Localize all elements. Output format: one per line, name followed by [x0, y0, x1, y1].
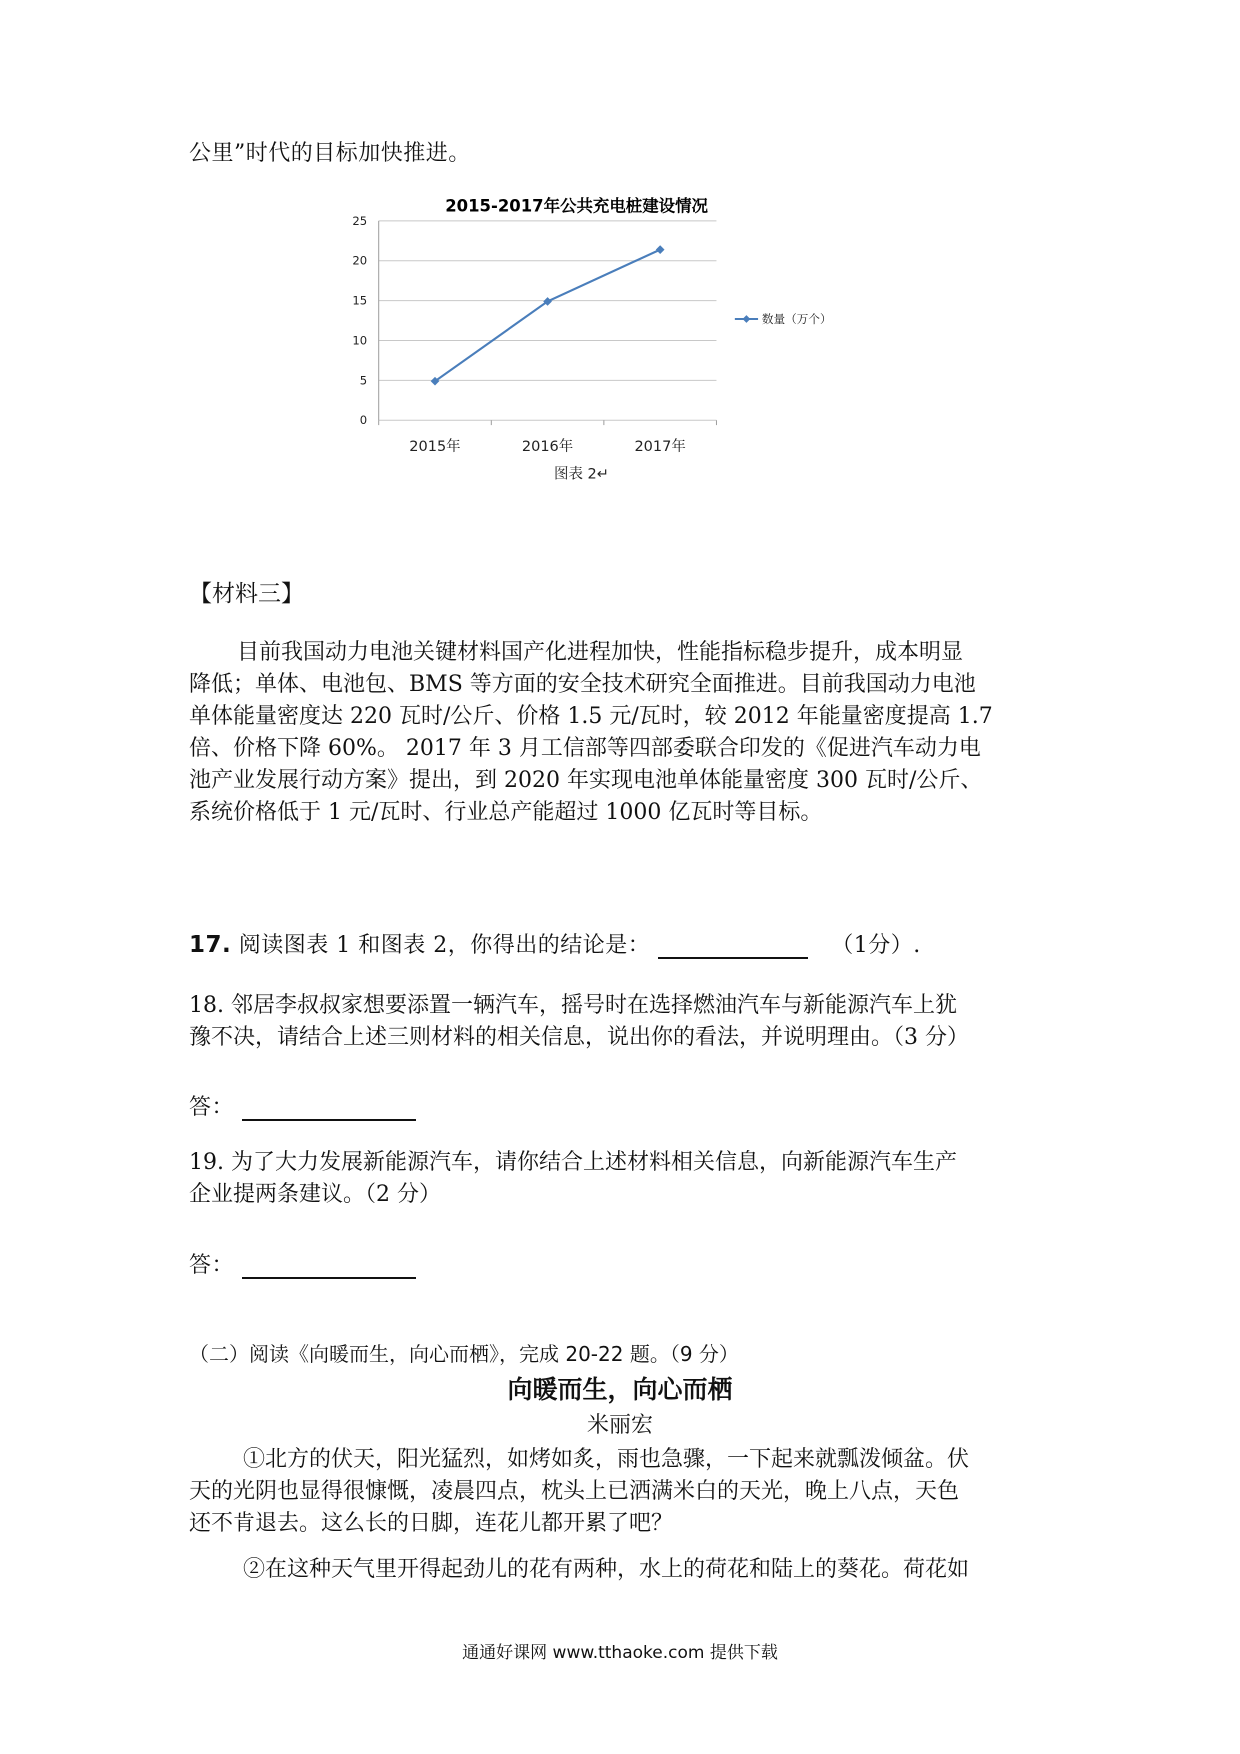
x-tick-label: 2017年 — [634, 439, 686, 456]
y-tick-label: 15 — [352, 293, 368, 308]
section2-intro: （二）阅读《向暖而生，向心而栖》，完成 20-22 题。（9 分） — [189, 1342, 739, 1366]
article-paragraph-1 — [189, 1444, 1069, 1540]
question-19-answer — [189, 1248, 416, 1279]
y-tick-label: 0 — [359, 413, 368, 428]
chart-x-ticks — [409, 437, 686, 455]
material3-line: 单体能量密度达 220 瓦时/公斤、价格 1.5 元/瓦时，较 2012 年能量密度提高 1.7 — [189, 704, 993, 729]
material3-paragraph — [189, 637, 1069, 829]
chart-title: 2015-2017年公共充电桩建设情况 — [445, 196, 708, 216]
y-tick-label: 20 — [352, 253, 368, 268]
page-footer: 通通好课网 www.tthaoke.com 提供下载 — [462, 1643, 778, 1663]
article-title: 向暖而生，向心而栖 — [507, 1375, 733, 1404]
question-19-line: 企业提两条建议。（2 分） — [189, 1182, 441, 1207]
material3-line: 倍、价格下降 60%。 2017 年 3 月工信部等四部委联合印发的《促进汽车动力电 — [189, 736, 981, 761]
charging-pile-chart — [330, 188, 950, 548]
question-19-answer-label: 答： — [189, 1253, 235, 1278]
material3-line: 系统价格低于 1 元/瓦时、行业总产能超过 1000 亿瓦时等目标。 — [189, 800, 823, 825]
question-17-score: （1分）. — [831, 933, 921, 958]
article-author: 米丽宏 — [586, 1413, 653, 1438]
article-line: ①北方的伏天，阳光猛烈，如烤如炙，雨也急骤，一下起来就瓢泼倾盆。伏 — [243, 1447, 970, 1472]
question-19-answer-blank[interactable] — [242, 1251, 416, 1279]
x-tick-label: 2015年 — [409, 439, 461, 456]
series-line — [435, 250, 660, 382]
question-18-line: 18. 邻居李叔叔家想要添置一辆汽车，摇号时在选择燃油汽车与新能源汽车上犹 — [189, 993, 957, 1018]
question-18-answer-blank[interactable] — [242, 1093, 416, 1121]
question-18 — [189, 990, 1069, 1054]
question-17-answer-blank[interactable] — [658, 931, 808, 959]
article-paragraph-2 — [189, 1554, 1069, 1586]
y-tick-label: 10 — [352, 333, 368, 348]
material3-line: 目前我国动力电池关键材料国产化进程加快，性能指标稳步提升，成本明显 — [237, 640, 964, 665]
article-line: 还不肯退去。这么长的日脚，连花儿都开累了吧？ — [189, 1511, 674, 1536]
chart-grid — [379, 221, 717, 425]
legend-marker — [743, 315, 751, 323]
y-tick-label: 5 — [359, 373, 368, 388]
chart-legend — [735, 312, 832, 326]
question-18-answer-label: 答： — [189, 1095, 235, 1120]
intro-tail-text: 公里”时代的目标加快推进。 — [189, 141, 471, 166]
question-17-number: 17. — [189, 932, 232, 958]
question-18-line: 豫不决，请结合上述三则材料的相关信息，说出你的看法，并说明理由。（3 分） — [189, 1025, 969, 1050]
question-18-answer — [189, 1090, 416, 1121]
article-line: 天的光阴也显得很慷慨，凌晨四点，枕头上已洒满米白的天光，晚上八点，天色 — [189, 1479, 960, 1504]
question-19 — [189, 1147, 1069, 1211]
question-17-text: 阅读图表 1 和图表 2，你得出的结论是： — [238, 933, 651, 958]
material3-line: 降低；单体、电池包、BMS 等方面的安全技术研究全面推进。目前我国动力电池 — [189, 672, 976, 697]
data-point — [656, 245, 665, 254]
legend-label: 数量（万个） — [761, 311, 832, 326]
material3-line: 池产业发展行动方案》提出，到 2020 年实现电池单体能量密度 300 瓦时/公斤、 — [189, 768, 983, 793]
question-19-line: 19. 为了大力发展新能源汽车，请你结合上述材料相关信息，向新能源汽车生产 — [189, 1150, 957, 1175]
chart-caption: 图表 2↵ — [553, 466, 609, 483]
article-line: ②在这种天气里开得起劲儿的花有两种，水上的荷花和陆上的葵花。荷花如 — [243, 1557, 970, 1582]
chart-series — [431, 245, 665, 385]
chart-y-ticks — [352, 214, 367, 427]
x-tick-label: 2016年 — [521, 439, 574, 456]
material3-heading: 【材料三】 — [189, 581, 304, 607]
question-17 — [189, 928, 921, 959]
y-tick-label: 25 — [352, 213, 368, 228]
